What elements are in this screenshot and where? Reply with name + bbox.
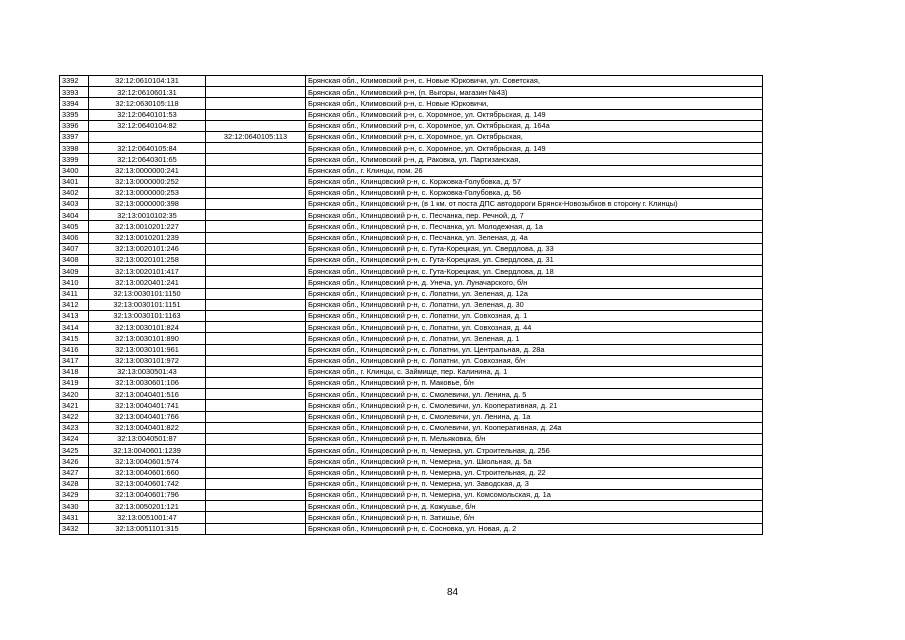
address-cell: Брянская обл., Клинцовский р-н, п. Чемерна, ул. Строительная, д. 256 xyxy=(306,445,763,456)
cadastral-number-cell: 32:13:0010102:35 xyxy=(89,210,206,221)
cadastral-number-cell: 32:13:0050201:121 xyxy=(89,501,206,512)
cadastral-number-alt-cell xyxy=(206,120,306,131)
cadastral-number-alt-cell xyxy=(206,255,306,266)
table-row xyxy=(60,87,763,98)
address-cell: Брянская обл., Клинцовский р-н, п. Затишье, б/н xyxy=(306,512,763,523)
table-row xyxy=(60,120,763,131)
cadastral-number-alt-cell xyxy=(206,366,306,377)
cadastral-number-cell: 32:13:0010201:239 xyxy=(89,232,206,243)
table-row xyxy=(60,366,763,377)
address-cell: Брянская обл., Климовский р-н, с. Хоромное, ул. Октябрьская, д. 149 xyxy=(306,109,763,120)
cadastral-number-alt-cell xyxy=(206,445,306,456)
cadastral-number-cell: 32:13:0040601:796 xyxy=(89,489,206,500)
table-row xyxy=(60,344,763,355)
cadastral-number-cell: 32:13:0040501:87 xyxy=(89,434,206,445)
address-cell: Брянская обл., Клинцовский р-н, с. Гута-Корецкая, ул. Свердлова, д. 33 xyxy=(306,243,763,254)
row-number-cell: 3407 xyxy=(60,243,89,254)
table-row xyxy=(60,98,763,109)
cadastral-number-alt-cell xyxy=(206,87,306,98)
row-number-cell: 3408 xyxy=(60,255,89,266)
address-cell: Брянская обл., Клинцовский р-н, с. Лопатни, ул. Совхозная, д. 44 xyxy=(306,322,763,333)
row-number-cell: 3422 xyxy=(60,411,89,422)
row-number-cell: 3411 xyxy=(60,288,89,299)
table-row xyxy=(60,109,763,120)
cadastral-number-alt-cell xyxy=(206,299,306,310)
address-cell: Брянская обл., Клинцовский р-н, п. Чемерна, ул. Школьная, д. 5а xyxy=(306,456,763,467)
address-cell: Брянская обл., Клинцовский р-н, с. Смолевичи, ул. Кооперативная, д. 24а xyxy=(306,422,763,433)
row-number-cell: 3416 xyxy=(60,344,89,355)
cadastral-number-alt-cell xyxy=(206,333,306,344)
address-cell: Брянская обл., Клинцовский р-н, п. Чемерна, ул. Строительная, д. 22 xyxy=(306,467,763,478)
address-cell: Брянская обл., Клинцовский р-н, с. Лопатни, ул. Совхозная, д. 1 xyxy=(306,310,763,321)
cadastral-number-cell xyxy=(89,131,206,142)
row-number-cell: 3400 xyxy=(60,165,89,176)
address-cell: Брянская обл., Клинцовский р-н, с. Песчанка, пер. Речной, д. 7 xyxy=(306,210,763,221)
table-row xyxy=(60,489,763,500)
table-row xyxy=(60,400,763,411)
cadastral-number-cell: 32:13:0030101:1150 xyxy=(89,288,206,299)
table-row xyxy=(60,512,763,523)
row-number-cell: 3428 xyxy=(60,478,89,489)
address-cell: Брянская обл., Клинцовский р-н, п. Чемерна, ул. Комсомольская, д. 1а xyxy=(306,489,763,500)
address-cell: Брянская обл., Клинцовский р-н, с. Гута-Корецкая, ул. Свердлова, д. 18 xyxy=(306,266,763,277)
row-number-cell: 3431 xyxy=(60,512,89,523)
address-cell: Брянская обл., Клинцовский р-н, п. Чемерна, ул. Заводская, д. 3 xyxy=(306,478,763,489)
table-row xyxy=(60,187,763,198)
cadastral-number-cell: 32:13:0051001:47 xyxy=(89,512,206,523)
table-row xyxy=(60,165,763,176)
cadastral-number-cell: 32:13:0000000:252 xyxy=(89,176,206,187)
cadastral-number-cell: 32:13:0000000:253 xyxy=(89,187,206,198)
cadastral-number-cell: 32:13:0040601:742 xyxy=(89,478,206,489)
address-cell: Брянская обл., Клинцовский р-н, с. Песчанка, ул. Молодежная, д. 1а xyxy=(306,221,763,232)
row-number-cell: 3430 xyxy=(60,501,89,512)
cadastral-number-alt-cell: 32:12:0640105:113 xyxy=(206,131,306,142)
registry-table-body xyxy=(60,76,763,535)
property-registry-table xyxy=(59,75,763,535)
address-cell: Брянская обл., г. Клинцы, пом. 26 xyxy=(306,165,763,176)
cadastral-number-cell: 32:12:0640301:65 xyxy=(89,154,206,165)
cadastral-number-alt-cell xyxy=(206,512,306,523)
row-number-cell: 3419 xyxy=(60,378,89,389)
cadastral-number-cell: 32:13:0020101:417 xyxy=(89,266,206,277)
table-row xyxy=(60,523,763,534)
row-number-cell: 3427 xyxy=(60,467,89,478)
row-number-cell: 3392 xyxy=(60,76,89,87)
row-number-cell: 3417 xyxy=(60,355,89,366)
row-number-cell: 3396 xyxy=(60,120,89,131)
cadastral-number-alt-cell xyxy=(206,523,306,534)
table-row xyxy=(60,478,763,489)
row-number-cell: 3426 xyxy=(60,456,89,467)
row-number-cell: 3401 xyxy=(60,176,89,187)
address-cell: Брянская обл., г. Клинцы, с. Займище, пер. Калинина, д. 1 xyxy=(306,366,763,377)
cadastral-number-cell: 32:12:0610104:131 xyxy=(89,76,206,87)
cadastral-number-cell: 32:13:0030501:43 xyxy=(89,366,206,377)
cadastral-number-alt-cell xyxy=(206,478,306,489)
table-row xyxy=(60,131,763,142)
row-number-cell: 3399 xyxy=(60,154,89,165)
cadastral-number-cell: 32:13:0010201:227 xyxy=(89,221,206,232)
address-cell: Брянская обл., Клинцовский р-н, п. Мельяковка, б/н xyxy=(306,434,763,445)
address-cell: Брянская обл., Клинцовский р-н, с. Смолевичи, ул. Ленина, д. 1а xyxy=(306,411,763,422)
address-cell: Брянская обл., Клинцовский р-н, с. Смолевичи, ул. Кооперативная, д. 21 xyxy=(306,400,763,411)
row-number-cell: 3404 xyxy=(60,210,89,221)
address-cell: Брянская обл., Клинцовский р-н, с. Лопатни, ул. Совхозная, б/н xyxy=(306,355,763,366)
cadastral-number-alt-cell xyxy=(206,243,306,254)
cadastral-number-cell: 32:13:0020101:258 xyxy=(89,255,206,266)
cadastral-number-alt-cell xyxy=(206,176,306,187)
row-number-cell: 3429 xyxy=(60,489,89,500)
address-cell: Брянская обл., Клинцовский р-н, с. Лопатни, ул. Зеленая, д. 30 xyxy=(306,299,763,310)
row-number-cell: 3425 xyxy=(60,445,89,456)
table-row xyxy=(60,199,763,210)
table-row xyxy=(60,288,763,299)
row-number-cell: 3398 xyxy=(60,143,89,154)
table-row xyxy=(60,299,763,310)
table-row xyxy=(60,333,763,344)
table-row xyxy=(60,210,763,221)
table-row xyxy=(60,322,763,333)
address-cell: Брянская обл., Климовский р-н, с. Новые Юрковичи, ул. Советская, xyxy=(306,76,763,87)
address-cell: Брянская обл., Клинцовский р-н, с. Сосновка, ул. Новая, д. 2 xyxy=(306,523,763,534)
cadastral-number-cell: 32:13:0051101:315 xyxy=(89,523,206,534)
table-row xyxy=(60,378,763,389)
table-row xyxy=(60,355,763,366)
cadastral-number-alt-cell xyxy=(206,310,306,321)
address-cell: Брянская обл., Клинцовский р-н, п. Маковье, б/н xyxy=(306,378,763,389)
address-cell: Брянская обл., Клинцовский р-н, с. Лопатни, ул. Зеленая, д. 1 xyxy=(306,333,763,344)
table-row xyxy=(60,389,763,400)
cadastral-number-alt-cell xyxy=(206,221,306,232)
cadastral-number-cell: 32:13:0000000:241 xyxy=(89,165,206,176)
cadastral-number-alt-cell xyxy=(206,199,306,210)
table-row xyxy=(60,310,763,321)
table-row xyxy=(60,277,763,288)
cadastral-number-alt-cell xyxy=(206,98,306,109)
cadastral-number-alt-cell xyxy=(206,400,306,411)
table-row xyxy=(60,143,763,154)
cadastral-number-alt-cell xyxy=(206,489,306,500)
page-number: 84 xyxy=(446,587,459,598)
address-cell: Брянская обл., Клинцовский р-н, с. Песчанка, ул. Зеленая, д. 4а xyxy=(306,232,763,243)
cadastral-number-alt-cell xyxy=(206,501,306,512)
row-number-cell: 3424 xyxy=(60,434,89,445)
cadastral-number-cell: 32:13:0040401:822 xyxy=(89,422,206,433)
cadastral-number-cell: 32:13:0030101:1151 xyxy=(89,299,206,310)
table-row xyxy=(60,232,763,243)
cadastral-number-cell: 32:13:0000000:398 xyxy=(89,199,206,210)
row-number-cell: 3394 xyxy=(60,98,89,109)
table-row xyxy=(60,255,763,266)
cadastral-number-alt-cell xyxy=(206,422,306,433)
row-number-cell: 3397 xyxy=(60,131,89,142)
table-row xyxy=(60,422,763,433)
table-row xyxy=(60,411,763,422)
cadastral-number-cell: 32:13:0040401:766 xyxy=(89,411,206,422)
cadastral-number-cell: 32:13:0030101:961 xyxy=(89,344,206,355)
cadastral-number-alt-cell xyxy=(206,378,306,389)
table-row xyxy=(60,243,763,254)
cadastral-number-cell: 32:13:0040401:516 xyxy=(89,389,206,400)
cadastral-number-alt-cell xyxy=(206,344,306,355)
cadastral-number-alt-cell xyxy=(206,143,306,154)
cadastral-number-alt-cell xyxy=(206,165,306,176)
cadastral-number-alt-cell xyxy=(206,232,306,243)
cadastral-number-alt-cell xyxy=(206,109,306,120)
row-number-cell: 3423 xyxy=(60,422,89,433)
cadastral-number-cell: 32:13:0030101:972 xyxy=(89,355,206,366)
cadastral-number-alt-cell xyxy=(206,277,306,288)
cadastral-number-cell: 32:13:0030101:890 xyxy=(89,333,206,344)
row-number-cell: 3409 xyxy=(60,266,89,277)
cadastral-number-alt-cell xyxy=(206,288,306,299)
cadastral-number-alt-cell xyxy=(206,467,306,478)
cadastral-number-cell: 32:13:0040601:574 xyxy=(89,456,206,467)
cadastral-number-cell: 32:12:0640105:84 xyxy=(89,143,206,154)
cadastral-number-alt-cell xyxy=(206,456,306,467)
address-cell: Брянская обл., Климовский р-н, с. Хоромное, ул. Октябрьская, д. 164а xyxy=(306,120,763,131)
cadastral-number-cell: 32:13:0030601:106 xyxy=(89,378,206,389)
cadastral-number-alt-cell xyxy=(206,434,306,445)
cadastral-number-alt-cell xyxy=(206,322,306,333)
address-cell: Брянская обл., Климовский р-н, с. Хоромное, ул. Октябрьская, д. 149 xyxy=(306,143,763,154)
cadastral-number-cell: 32:13:0030101:824 xyxy=(89,322,206,333)
row-number-cell: 3420 xyxy=(60,389,89,400)
address-cell: Брянская обл., Клинцовский р-н, (в 1 км. от поста ДПС автодороги Брянск-Новозыбков в сторону г. Клинцы) xyxy=(306,199,763,210)
table-row xyxy=(60,76,763,87)
address-cell: Брянская обл., Климовский р-н, д. Раковка, ул. Партизанская, xyxy=(306,154,763,165)
cadastral-number-cell: 32:13:0030101:1163 xyxy=(89,310,206,321)
row-number-cell: 3410 xyxy=(60,277,89,288)
table-row xyxy=(60,456,763,467)
row-number-cell: 3414 xyxy=(60,322,89,333)
cadastral-number-cell: 32:13:0020401:241 xyxy=(89,277,206,288)
row-number-cell: 3405 xyxy=(60,221,89,232)
row-number-cell: 3412 xyxy=(60,299,89,310)
cadastral-number-alt-cell xyxy=(206,187,306,198)
row-number-cell: 3403 xyxy=(60,199,89,210)
table-row xyxy=(60,266,763,277)
address-cell: Брянская обл., Клинцовский р-н, с. Лопатни, ул. Центральная, д. 28а xyxy=(306,344,763,355)
row-number-cell: 3421 xyxy=(60,400,89,411)
cadastral-number-alt-cell xyxy=(206,154,306,165)
row-number-cell: 3415 xyxy=(60,333,89,344)
cadastral-number-alt-cell xyxy=(206,266,306,277)
cadastral-number-cell: 32:12:0640104:82 xyxy=(89,120,206,131)
cadastral-number-alt-cell xyxy=(206,389,306,400)
cadastral-number-cell: 32:13:0040401:741 xyxy=(89,400,206,411)
table-row xyxy=(60,467,763,478)
address-cell: Брянская обл., Климовский р-н, (п. Выгоры, магазин №43) xyxy=(306,87,763,98)
address-cell: Брянская обл., Климовский р-н, с. Хоромное, ул. Октябрьская, xyxy=(306,131,763,142)
cadastral-number-cell: 32:12:0630105:118 xyxy=(89,98,206,109)
row-number-cell: 3418 xyxy=(60,366,89,377)
cadastral-number-alt-cell xyxy=(206,355,306,366)
address-cell: Брянская обл., Клинцовский р-н, с. Гута-Корецкая, ул. Свердлова, д. 31 xyxy=(306,255,763,266)
table-row xyxy=(60,445,763,456)
cadastral-number-cell: 32:13:0040601:660 xyxy=(89,467,206,478)
address-cell: Брянская обл., Клинцовский р-н, с. Лопатни, ул. Зеленая, д. 12а xyxy=(306,288,763,299)
table-row xyxy=(60,154,763,165)
address-cell: Брянская обл., Климовский р-н, с. Новые Юрковичи, xyxy=(306,98,763,109)
row-number-cell: 3432 xyxy=(60,523,89,534)
row-number-cell: 3395 xyxy=(60,109,89,120)
table-row xyxy=(60,176,763,187)
address-cell: Брянская обл., Клинцовский р-н, с. Коржовка-Голубовка, д. 57 xyxy=(306,176,763,187)
table-row xyxy=(60,434,763,445)
row-number-cell: 3393 xyxy=(60,87,89,98)
address-cell: Брянская обл., Клинцовский р-н, д. Кожушье, б/н xyxy=(306,501,763,512)
address-cell: Брянская обл., Клинцовский р-н, с. Коржовка-Голубовка, д. 56 xyxy=(306,187,763,198)
cadastral-number-cell: 32:12:0640101:53 xyxy=(89,109,206,120)
cadastral-number-cell: 32:13:0020101:246 xyxy=(89,243,206,254)
table-row xyxy=(60,501,763,512)
row-number-cell: 3402 xyxy=(60,187,89,198)
row-number-cell: 3406 xyxy=(60,232,89,243)
address-cell: Брянская обл., Клинцовский р-н, с. Смолевичи, ул. Ленина, д. 5 xyxy=(306,389,763,400)
table-row xyxy=(60,221,763,232)
cadastral-number-cell: 32:12:0610601:31 xyxy=(89,87,206,98)
cadastral-number-alt-cell xyxy=(206,210,306,221)
cadastral-number-cell: 32:13:0040601:1239 xyxy=(89,445,206,456)
row-number-cell: 3413 xyxy=(60,310,89,321)
address-cell: Брянская обл., Клинцовский р-н, д. Унеча, ул. Луначарского, б/н xyxy=(306,277,763,288)
cadastral-number-alt-cell xyxy=(206,76,306,87)
cadastral-number-alt-cell xyxy=(206,411,306,422)
